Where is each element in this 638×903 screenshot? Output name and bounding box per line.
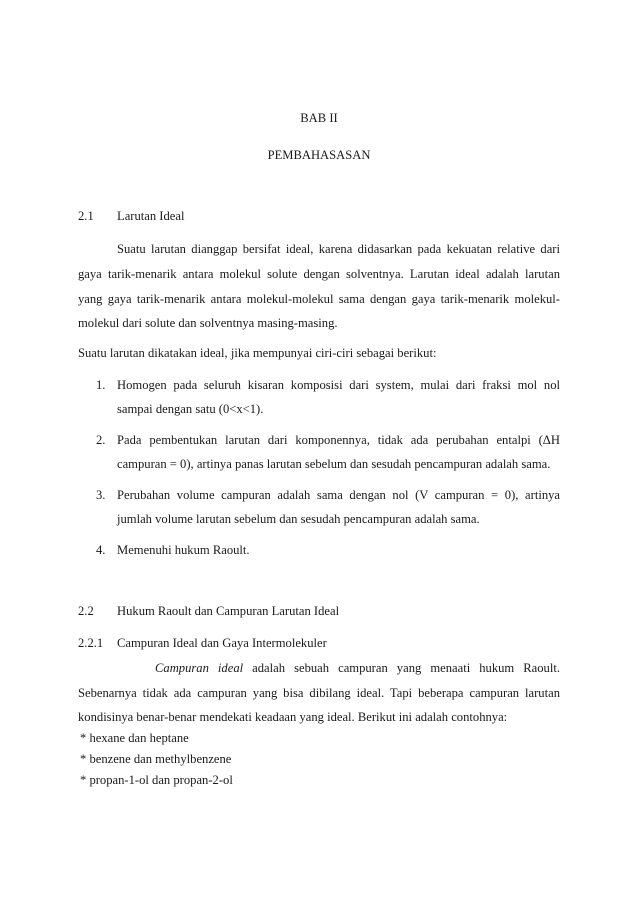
- section-2-1-intro: Suatu larutan dikatakan ideal, jika mempunyai ciri-ciri sebagai berikut:: [78, 346, 437, 360]
- section-2-1-paragraph-line-1: Suatu larutan dianggap bersifat ideal, karena didasarkan pada kekuatan relative dari: [117, 242, 560, 256]
- list-item-2-line-2: campuran = 0), artinya panas larutan sebelum dan sesudah pencampuran adalah sama.: [117, 457, 551, 471]
- list-item-1-line-1: Homogen pada seluruh kisaran komposisi dari system, mulai dari fraksi mol nol: [117, 378, 560, 392]
- list-item-4-line-1: Memenuhi hukum Raoult.: [117, 543, 250, 557]
- section-2-1-paragraph-line-3: yang gaya tarik-menarik antara molekul-molekul sama dengan gaya tarik-menarik molekul-: [78, 292, 560, 306]
- list-item-3-marker: 3.: [96, 488, 106, 502]
- section-2-2-1-paragraph-line-1: [155, 661, 560, 676]
- first-line-rest: adalah sebuah campuran yang menaati hukum Raoult.: [243, 661, 561, 675]
- section-2-2-1-paragraph-line-3: kondisinya benar-benar mendekati keadaan yang ideal. Berikut ini adalah contohnya:: [78, 710, 508, 724]
- list-item-2-marker: 2.: [96, 433, 106, 447]
- section-2-2-title: Hukum Raoult dan Campuran Larutan Ideal: [117, 604, 340, 618]
- section-2-2-1-number: 2.2.1: [78, 636, 104, 650]
- section-2-1-paragraph-line-2: gaya tarik-menarik antara molekul solute dengan solventnya. Larutan ideal adalah larutan: [78, 267, 560, 281]
- section-2-1-paragraph-line-4: molekul dari solute dan solventnya masing-masing.: [78, 316, 338, 330]
- section-2-2-1-paragraph-line-2: Sebenarnya tidak ada campuran yang bisa dibilang ideal. Tapi beberapa campuran larutan: [78, 686, 560, 700]
- section-2-1-title: Larutan Ideal: [117, 209, 185, 223]
- section-2-1-number: 2.1: [78, 209, 94, 223]
- list-item-2-line-1: Pada pembentukan larutan dari komponennya, tidak ada perubahan entalpi (ΔH: [117, 433, 560, 447]
- example-item-1: * hexane dan heptane: [80, 731, 189, 745]
- list-item-3-line-2: jumlah volume larutan sebelum dan sesudah pencampuran adalah sama.: [117, 512, 480, 526]
- italic-term: Campuran ideal: [155, 661, 244, 675]
- list-item-1-marker: 1.: [96, 378, 106, 392]
- list-item-3-line-1: Perubahan volume campuran adalah sama dengan nol (V campuran = 0), artinya: [117, 488, 560, 502]
- list-item-1-line-2: sampai dengan satu (0<x<1).: [117, 402, 264, 416]
- chapter-subtitle: PEMBAHASASAN: [267, 148, 371, 162]
- section-2-2-number: 2.2: [78, 604, 94, 618]
- example-item-2: * benzene dan methylbenzene: [80, 752, 232, 766]
- list-item-4-marker: 4.: [96, 543, 106, 557]
- example-item-3: * propan-1-ol dan propan-2-ol: [80, 773, 233, 787]
- chapter-title: BAB II: [300, 111, 338, 125]
- section-2-2-1-title: Campuran Ideal dan Gaya Intermolekuler: [117, 636, 327, 650]
